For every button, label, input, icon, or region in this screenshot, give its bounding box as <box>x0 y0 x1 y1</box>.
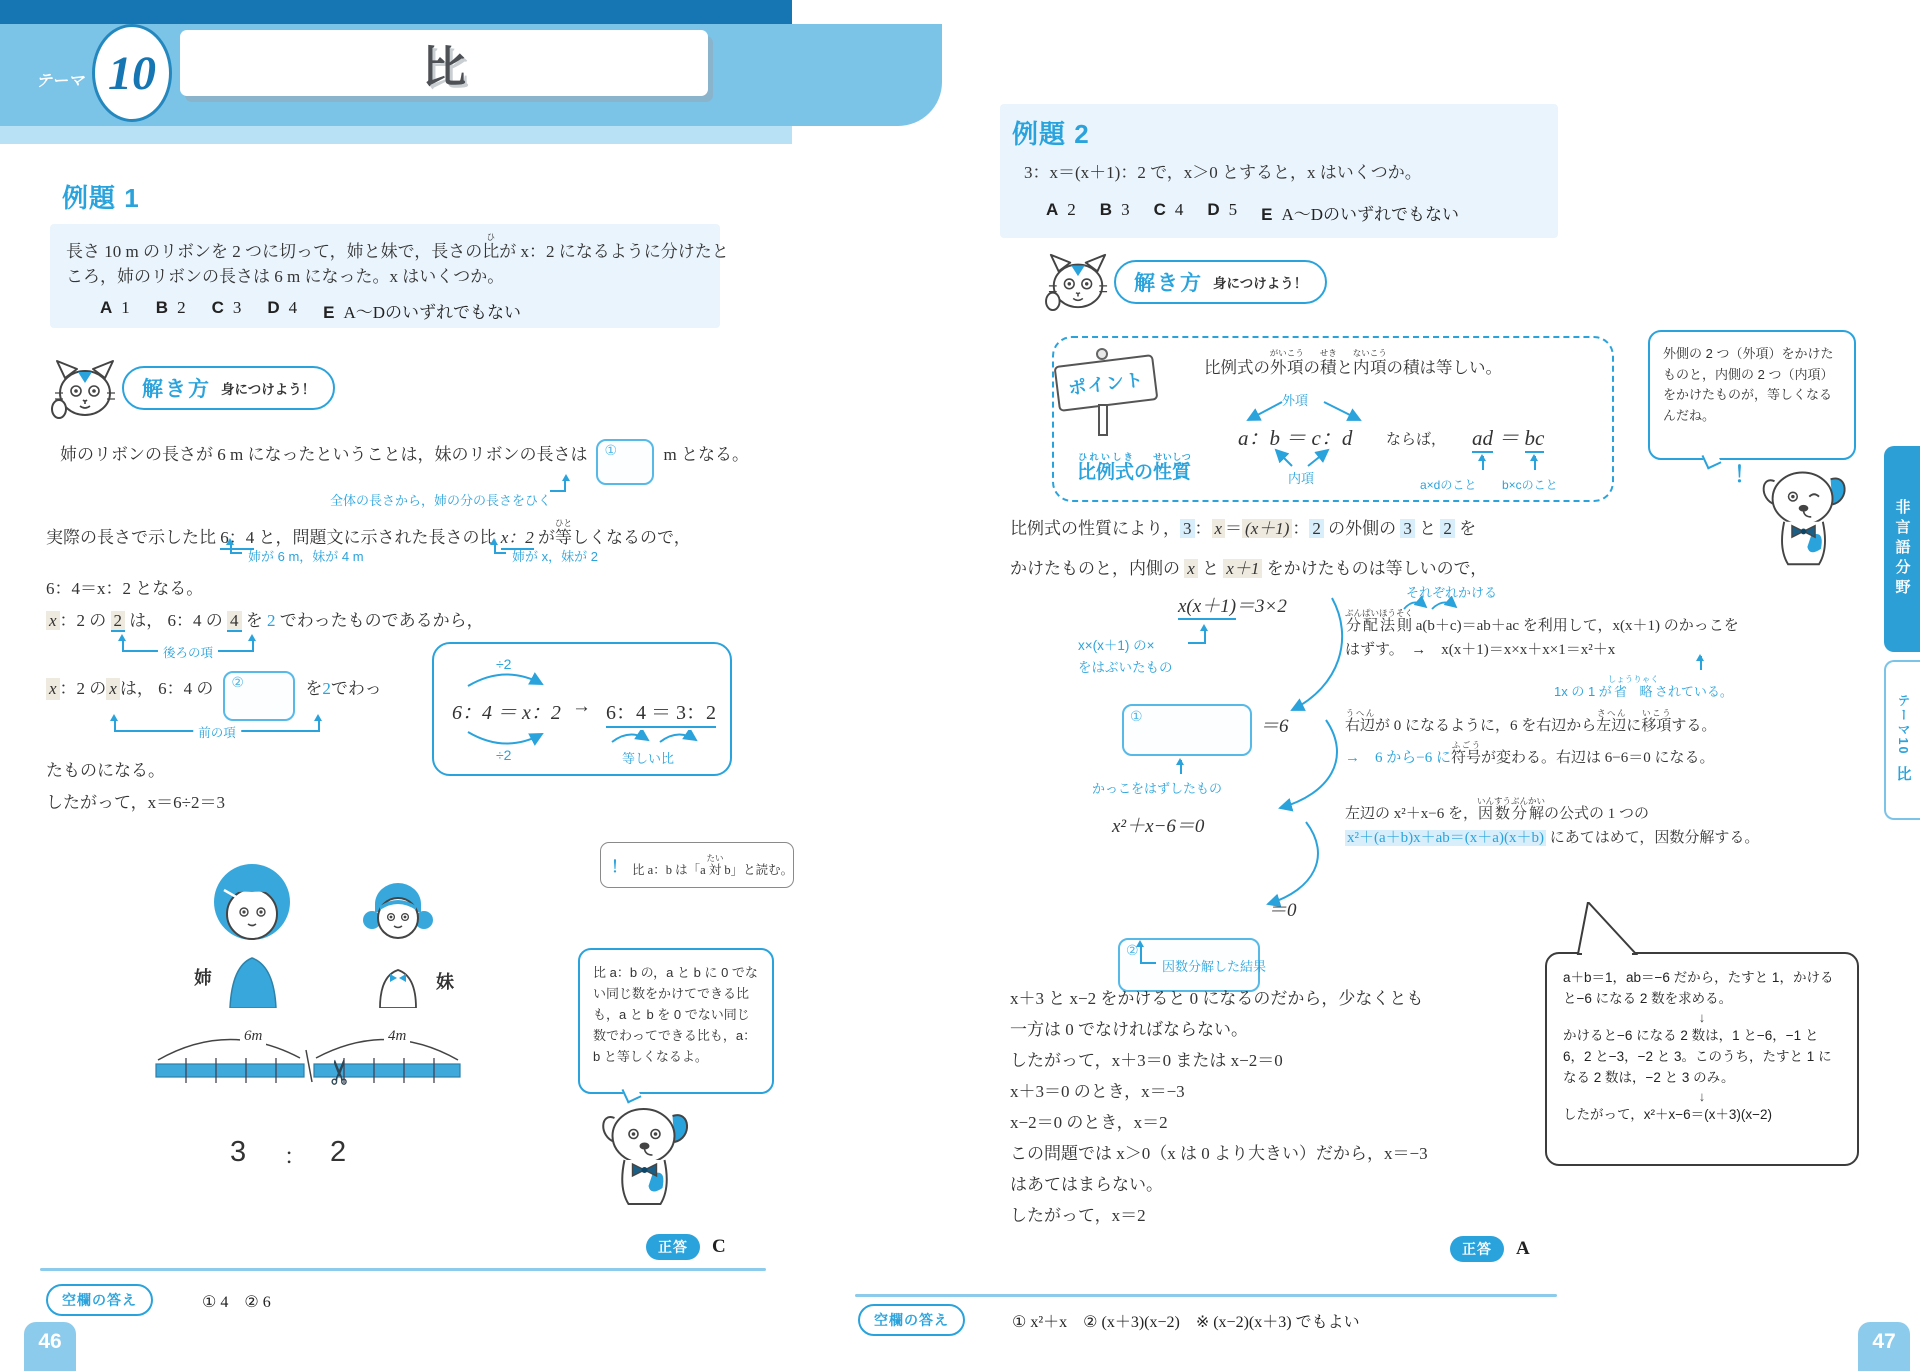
underlined-ratio: x：2 <box>501 528 534 550</box>
text-segment: と，問題文に示された長さの比 <box>254 528 501 547</box>
sidebar-tab-theme <box>1884 660 1920 820</box>
howto-sub: 身につけよう！ <box>221 382 316 397</box>
arrow-tip <box>562 470 570 481</box>
text-segment: が x：2 になるように分けたと <box>499 242 729 261</box>
problem2-choices <box>1046 200 1459 225</box>
text-segment: 実際の長さで示した比 <box>46 528 221 547</box>
blank-answers-right: ① x²＋x ② (x＋3)(x−2) ※ (x−2)(x＋3) でもよい <box>1012 1314 1360 1331</box>
text-segment: 姉のリボンの長さが 6 m になったということは，妹のリボンの長さは <box>60 444 588 464</box>
answer-value: C <box>712 1236 726 1257</box>
choice-E: E A〜Dのいずれでもない <box>323 303 522 322</box>
arrow-tip <box>1478 450 1486 461</box>
blank-answers-badge-left: 空欄の答え <box>46 1284 153 1316</box>
blank-answers-badge-right: 空欄の答え <box>858 1304 965 1336</box>
solution1-line6: たものになる。 <box>46 761 165 780</box>
equals-6: ＝6 <box>1260 716 1289 737</box>
howto-pill-right <box>1114 260 1327 304</box>
underlined-product: x(x＋1) <box>1178 596 1236 620</box>
header-dark-strip <box>0 0 792 24</box>
sisters-illustration <box>190 860 450 1008</box>
highlight-x: x <box>46 611 60 630</box>
callout-line: かけると−6 になる 2 数は，1 と−6，−1 と 6，2 と−3，−2 と 3。このうち，たすと 1 になる 2 数は，−2 と 3 のみ。 <box>1563 1028 1832 1085</box>
body-line: x＋3 と x−2 をかけると 0 になるのだから，少なくとも <box>1010 989 1424 1008</box>
highlight-x: x <box>1212 519 1226 538</box>
blank-box-r1: ① <box>1122 704 1252 756</box>
theme-badge <box>92 24 172 122</box>
cat-icon <box>1044 250 1112 312</box>
ratio-2: 2 <box>330 1136 347 1168</box>
blue-2: 2 <box>267 611 276 630</box>
highlight-x: x <box>1184 559 1198 578</box>
body-line: この問題では x＞0（x は 0 より大きい）だから，x＝−3 <box>1010 1144 1428 1163</box>
outer-terms-arrows <box>1238 394 1370 424</box>
text-segment: を <box>1454 519 1477 538</box>
ad-bc-formula: ad ＝ bc <box>1472 422 1544 452</box>
proportion-formula: a：b ＝ c：d <box>1238 426 1353 450</box>
cat-icon <box>50 356 120 420</box>
exclamation-icon: ！ <box>611 858 628 876</box>
flow-arc-1 <box>1282 594 1348 720</box>
divide-2-top: ÷2 <box>496 656 512 672</box>
howto-label: 解き方 <box>1134 272 1203 295</box>
inner-terms-arrows <box>1262 444 1358 470</box>
b-times-c-note: b×cのこと <box>1502 478 1558 492</box>
page-number-left: 46 <box>24 1322 76 1371</box>
blank-answers-left: ① 4 ② 6 <box>202 1294 271 1311</box>
answer-value: A <box>1516 1238 1530 1259</box>
sidebar-tab-nonverbal <box>1884 446 1920 652</box>
factor-explanation-box <box>1545 952 1859 1166</box>
solution2-para-line1 <box>1010 518 1476 541</box>
text-segment: でわったものであるから， <box>275 611 484 630</box>
sister-label: 姉 <box>194 968 212 988</box>
solution2-para-line2 <box>1010 558 1487 581</box>
distributive-law-line1: 分配法則ぶんぱいほうそく a(b＋c)＝ab＋ac を利用して，x(x＋1) のかっこを <box>1345 608 1739 634</box>
ruby-hi: 比ひ <box>482 232 500 261</box>
text-segment: の外側の <box>1323 519 1401 538</box>
choice-E: E A〜Dのいずれでもない <box>1261 205 1460 224</box>
blank-box-2: ② <box>223 671 295 721</box>
a-times-d-note: a×dのこと <box>1420 478 1477 492</box>
header-light-strip <box>0 126 792 144</box>
point-box-title: 比例式ひれいしきの性質せいしつ <box>1076 452 1192 483</box>
text-segment: と <box>1197 559 1224 578</box>
body-line: したがって，x＋3＝0 または x−2＝0 <box>1010 1051 1283 1070</box>
arrow-tip <box>110 710 118 721</box>
transpose-line1: 右辺うへんが 0 になるように，6 を右辺から左辺さへんに移項いこうする。 <box>1345 708 1717 734</box>
arrow-tip <box>1176 754 1184 765</box>
highlight-2: 2 <box>1309 519 1324 538</box>
text-segment: ：2 の <box>59 611 111 630</box>
dog-icon-left <box>592 1094 698 1212</box>
footer-divider-left <box>40 1268 766 1271</box>
arrow-tip <box>1530 450 1538 461</box>
bracket-label: 後ろの項 <box>158 643 218 661</box>
text-segment: ： <box>1292 519 1310 538</box>
howto-label: 解き方 <box>142 378 211 401</box>
reading-note-box <box>600 842 794 888</box>
blank-box-1: ① <box>596 439 654 485</box>
choice-A: A 2 <box>1046 200 1076 219</box>
choice-B: B 3 <box>1099 200 1130 219</box>
sign-pole <box>1098 404 1108 436</box>
arrow: → <box>572 696 591 717</box>
theme-label: テーマ <box>36 73 85 90</box>
bracket-front-terms <box>114 718 320 740</box>
text-segment: を <box>305 678 323 698</box>
dog-speech-bubble-right: 外側の 2 つ（外項）をかけたものと，内側の 2 つ（内項）をかけたものが，等しくなるんだね。 <box>1648 330 1856 460</box>
highlight-x: x <box>106 678 120 701</box>
outer-terms-label: 外項 <box>1282 393 1309 408</box>
flow-arc-2 <box>1268 714 1340 820</box>
underlined-ratio: 6：4 <box>220 528 254 550</box>
arc-top <box>462 670 548 690</box>
text-segment: をかけたものは等しいので， <box>1262 559 1488 578</box>
callout-pointer <box>1576 902 1648 958</box>
arrow-tip <box>1136 936 1144 947</box>
choice-A: A 1 <box>100 298 130 317</box>
distributive-law-line2: はずす。 → x(x＋1)＝x×x＋x×1＝x²＋x <box>1345 642 1616 658</box>
howto-sub: 身につけよう！ <box>1213 276 1308 291</box>
highlight-x: x <box>46 678 60 701</box>
highlight-4: 4 <box>227 611 242 632</box>
equals-0: ＝0 <box>1268 900 1297 921</box>
highlight-3: 3 <box>1400 519 1415 538</box>
arrow-tip <box>314 710 322 721</box>
annotation-multiply-each: それぞれかける <box>1406 585 1498 600</box>
factorize-line2: x²＋(a＋b)x＋ab＝(x＋a)(x＋b) にあてはめて，因数分解する。 <box>1347 830 1760 846</box>
bracket-rear-terms <box>122 638 254 660</box>
page-title: 比 <box>422 43 466 92</box>
equation-2: x²＋x−6＝0 <box>1112 816 1205 837</box>
theme-number: 10 <box>108 46 156 100</box>
body-line: はあてはまらない。 <box>1010 1175 1163 1194</box>
footer-divider-right <box>855 1294 1557 1297</box>
annotation-x-2: 姉が x，妹が 2 <box>512 549 598 564</box>
highlight-3: 3 <box>1180 519 1195 538</box>
transpose-line2: → 6 から−6 に符号ふごうが変わる。右辺は 6−6＝0 になる。 <box>1345 740 1715 766</box>
ratio-formula-left: 6：4 ＝ x：2 <box>452 702 561 724</box>
solution1-line4 <box>46 610 484 633</box>
younger-sister-label: 妹 <box>436 972 454 992</box>
callout-line: a＋b＝1，ab＝−6 だから，たすと 1，かけると−6 になる 2 数を求める。 <box>1563 970 1834 1006</box>
point-box <box>1052 336 1614 502</box>
body-line: したがって，x＝2 <box>1010 1206 1146 1225</box>
equation-1 <box>1178 594 1287 620</box>
solution1-line7: したがって，x＝6÷2＝3 <box>46 793 225 812</box>
annotation-6m-4m: 姉が 6 m，妹が 4 m <box>248 549 364 564</box>
ruby-hito: 等ひと <box>555 518 573 547</box>
ratio-formula-right: 6：4 ＝ 3：2 <box>606 696 716 728</box>
down-arrow: ↓ <box>1698 1088 1706 1104</box>
text-segment: は， 6：4 の <box>119 678 214 698</box>
equal-ratio-box <box>432 642 732 776</box>
howto-pill-left <box>122 366 335 410</box>
text-segment: ＝ <box>1225 519 1243 538</box>
sidebar-tab-label: 非言語分野 <box>1893 499 1911 599</box>
inner-terms-label: 内項 <box>1288 471 1315 486</box>
highlight-2: 2 <box>1440 519 1455 538</box>
text-segment: 比例式の性質により， <box>1010 519 1180 538</box>
text-segment: m となる。 <box>663 444 749 464</box>
naraba: ならば， <box>1386 431 1447 448</box>
ribbon-diagram <box>148 1012 468 1112</box>
highlight-x-plus-1: x＋1 <box>1223 559 1262 578</box>
divide-2-bottom: ÷2 <box>496 747 512 763</box>
example2-heading: 例題 2 <box>1012 119 1090 149</box>
arc-bottom <box>462 728 548 748</box>
body-line: 一方は 0 でなければならない。 <box>1010 1020 1248 1039</box>
sidebar-theme-title: 比 <box>1894 765 1912 786</box>
ruby-tai: 対たい <box>706 852 724 877</box>
annotation-1x-omitted: 1x の 1 が省略しょうりゃくされている。 <box>1554 674 1733 699</box>
choice-C: C 4 <box>1153 200 1184 219</box>
body-line: x＋3＝0 のとき，x＝−3 <box>1010 1082 1185 1101</box>
arrow-tip <box>118 630 126 641</box>
choice-B: B 2 <box>155 298 186 317</box>
point-statement: 比例式の外項がいこうの積せきと内項ないこうの積は等しい。 <box>1204 348 1503 377</box>
arrow-tip <box>248 630 256 641</box>
text-segment: ＝3×2 <box>1236 596 1287 617</box>
solution1-line5 <box>46 664 382 714</box>
annotation-hook <box>1140 944 1156 964</box>
dog-speech-bubble-left: 比 a：b の，a と b に 0 でない同じ数をかけてできる比も，a と b を 0 でない同じ数でわってできる比も，a：b と等しくなるよ。 <box>578 948 774 1094</box>
text-segment: が <box>533 528 556 547</box>
solution1-line1 <box>60 432 749 478</box>
problem1-line2: ころ，姉のリボンの長さは 6 m になった。x はいくつか。 <box>66 267 505 286</box>
scissors-icon: ✂ <box>320 1057 361 1087</box>
arrow-tip <box>1200 620 1208 631</box>
note-text: 比 a：b は「a 対たい b」と読む。 <box>632 852 794 877</box>
highlight-x-plus-1: (x＋1) <box>1242 519 1292 538</box>
annotation-omitted-times-1: x×(x＋1) の× <box>1078 638 1155 653</box>
length-6m-label: 6m <box>240 1028 266 1045</box>
text-segment: ：2 の <box>59 678 107 698</box>
arcs-equal <box>604 730 714 746</box>
ratio-3: 3 <box>230 1136 247 1168</box>
text-segment: でわっ <box>330 678 382 698</box>
equal-ratio-label: 等しい比 <box>622 751 675 766</box>
text-segment: ： <box>1194 519 1212 538</box>
dog-icon-right <box>1752 458 1856 572</box>
length-4m-label: 4m <box>384 1028 410 1045</box>
title-box <box>180 30 708 96</box>
down-arrow: ↓ <box>1698 1009 1706 1025</box>
annotation-parentheses-removed: かっこをはずしたもの <box>1092 781 1223 796</box>
callout-line: したがって，x²＋x−6＝(x＋3)(x−2) <box>1563 1106 1772 1122</box>
body-line: x−2＝0 のとき，x＝2 <box>1010 1113 1168 1132</box>
highlight-2: 2 <box>111 611 126 632</box>
point-sign: ポイント <box>1054 354 1159 412</box>
text-segment: しくなるので， <box>572 528 691 547</box>
answer-badge: 正答 <box>646 1234 700 1260</box>
text-segment: と <box>1414 519 1441 538</box>
arrow-tip <box>1696 650 1704 661</box>
annotation-omitted-times-2: をはぶいたもの <box>1078 660 1173 675</box>
problem1-line1 <box>66 232 729 264</box>
answer-badge: 正答 <box>1450 1236 1504 1262</box>
text-segment: は， 6：4 の <box>125 611 228 630</box>
choice-D: D 4 <box>267 298 298 317</box>
arrow-tip <box>490 534 498 545</box>
problem2-text: 3：x＝(x＋1)：2 で，x＞0 とすると，x はいくつか。 <box>1024 163 1422 182</box>
answer-row-left <box>646 1234 726 1260</box>
annotation-factorized-result: 因数分解した結果 <box>1162 959 1267 974</box>
text-segment: かけたものと，内側の <box>1010 559 1185 578</box>
blank-box-r2: ② <box>1118 938 1260 992</box>
page-number-right: 47 <box>1858 1322 1910 1371</box>
dog-exclamation: ！ <box>1734 462 1757 487</box>
choice-C: C 3 <box>211 298 242 317</box>
sign-knob <box>1096 348 1108 360</box>
arrow-tip <box>226 534 234 545</box>
sidebar-theme-label: テーマ10 <box>1896 694 1910 756</box>
ratio-colon: ： <box>284 1144 307 1169</box>
answer-row-right <box>1450 1236 1530 1262</box>
bracket-label: 前の項 <box>193 723 241 741</box>
example1-heading: 例題 1 <box>62 183 140 213</box>
problem1-choices <box>100 298 521 323</box>
text-segment: 長さ 10 m のリボンを 2 つに切って，姉と妹で，長さの <box>66 242 483 261</box>
blue-2: 2 <box>322 678 331 698</box>
text-segment: を <box>241 611 268 630</box>
choice-D: D 5 <box>1207 200 1238 219</box>
annotation-subtract: 全体の長さから，姉の分の長さをひく <box>330 493 552 508</box>
factorize-line1: 左辺の x²＋x−6 を，因数分解いんすうぶんかいの公式の 1 つの <box>1345 796 1649 822</box>
solution1-line3: 6：4＝x：2 となる。 <box>46 579 204 598</box>
